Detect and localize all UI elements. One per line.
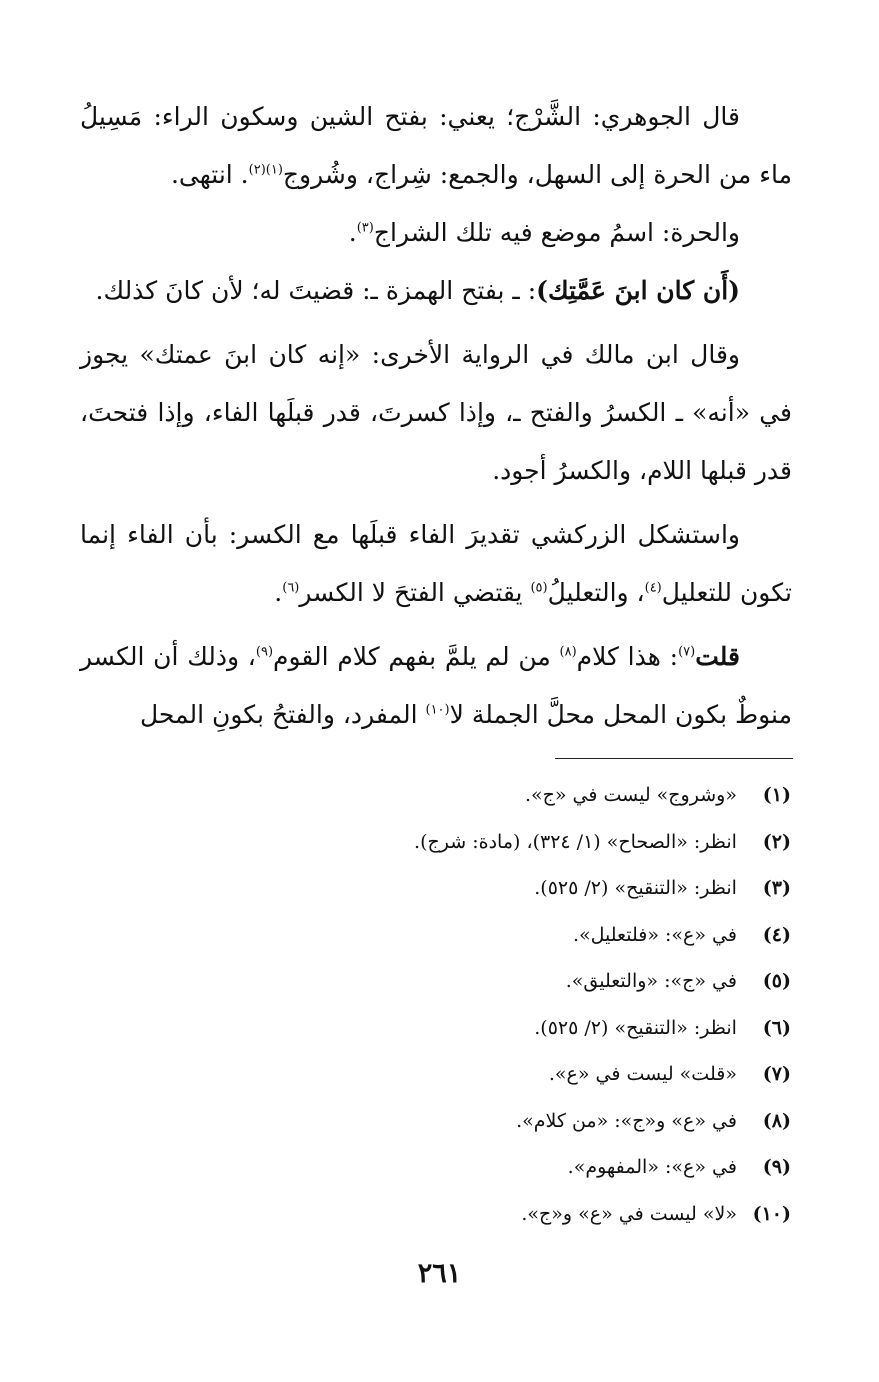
footnotes-list [91,775,791,1240]
text-run: والحرة: اسمُ موضع فيه تلك الشراج [373,218,740,247]
footnote-item [91,868,791,915]
footnote-text: في «ع»: «المفهوم». [567,1156,737,1178]
footnote-number: (٦) [762,1016,791,1039]
footnote-item [91,961,791,1008]
text-run: ، وذلك أن الكسر منوطٌ بكون المحل محلَّ الجملة لا [80,642,792,729]
footnote-number: (٧) [762,1063,791,1085]
footnote-number: (٣) [762,877,791,899]
footnote-marker: (٥) [530,580,548,596]
footnote-item [91,915,791,962]
footnote-item [91,1054,791,1101]
page-number: ٢٦١ [417,1258,462,1289]
paragraph-2 [80,204,792,262]
text-run: . [348,218,357,247]
footnote-text: في «ج»: «والتعليق». [565,970,737,992]
text-run: . انتهى. [170,160,249,189]
text-run: يقتضي الفتحَ لا الكسر [299,578,531,607]
footnote-text: في «ع»: «فلتعليل». [572,923,737,946]
text-run: . [274,578,283,607]
footnote-number: (٢) [762,830,791,853]
paragraph-6 [80,628,792,744]
footnote-separator [555,758,793,759]
text-run: ، والتعليلُ [547,578,645,607]
qultu-word: قلت [695,642,740,671]
text-run: المفرد، والفتحُ بكونِ المحل [139,700,426,729]
footnote-text: في «ع» و«ج»: «من كلام». [516,1109,737,1132]
text-run: : ـ بفتح الهمزة ـ: قضيتَ له؛ لأن كانَ كذلك. [95,276,537,305]
footnote-marker: (٤) [644,580,662,596]
text-run: : هذا كلام [576,642,679,671]
footnote-text: «وشروج» ليست في «ج». [524,784,737,806]
paragraph-5 [80,506,792,622]
footnote-number: (١٠) [752,1202,791,1225]
footnote-number: (٤) [762,923,791,946]
footnote-number: (٥) [762,970,791,992]
footnote-text: انظر: «التنقيح» (٢/ ٥٢٥). [534,877,737,899]
footnote-text: «لا» ليست في «ع» و«ج». [521,1202,737,1225]
footnote-marker: (٢) [248,162,266,178]
paragraph-4 [80,326,792,500]
footnote-marker: (٦) [282,580,300,596]
footnote-text: انظر: «التنقيح» (٢/ ٥٢٥). [534,1016,737,1039]
footnote-item [91,775,791,822]
paragraph-1 [80,88,792,204]
footnote-marker: (٧) [678,644,696,660]
footnote-item [91,1101,791,1148]
text-run: قال الجوهري: الشَّرْج؛ يعني: بفتح الشين وسكون الراء: مَسِيلُ ماء من الحرة إلى السهل، والجمع: شِراج، وشُروج [80,102,792,189]
footnote-marker: (١٠) [425,702,450,718]
footnote-number: (٨) [762,1109,791,1132]
footnote-item [91,822,791,869]
footnote-item [91,1194,791,1241]
footnote-number: (١) [762,784,791,806]
footnote-marker: (٨) [559,644,577,660]
paragraph-3 [80,262,792,320]
footnote-text: «قلت» ليست في «ع». [548,1063,737,1085]
footnote-item [91,1147,791,1194]
text-run: وقال ابن مالك في الرواية الأخرى: «إنه كان ابنَ عمتك» يجوز في «أنه» ـ الكسرُ والفتح ـ، وإذا كسرتَ، قدر قبلَها الفاء، وإذا فتحتَ، قدر قبلها اللام، والكسرُ أجود. [80,340,792,485]
footnote-marker: (١) [265,162,283,178]
footnote-text: انظر: «الصحاح» (١/ ٣٢٤)، (مادة: شرج). [414,830,737,853]
main-text [80,88,792,744]
text-run: واستشكل الزركشي تقديرَ الفاء قبلَها مع الكسر: بأن الفاء إنما تكون للتعليل [80,520,792,607]
footnote-marker: (٣) [356,220,374,236]
footnote-number: (٩) [762,1156,791,1178]
footnote-item [91,1008,791,1055]
text-run: من لم يلمَّ بفهم كلام القوم [273,642,560,671]
hadith-phrase: (أَن كان ابنَ عَمَّتِك) [536,276,740,305]
footnote-marker: (٩) [255,644,274,660]
